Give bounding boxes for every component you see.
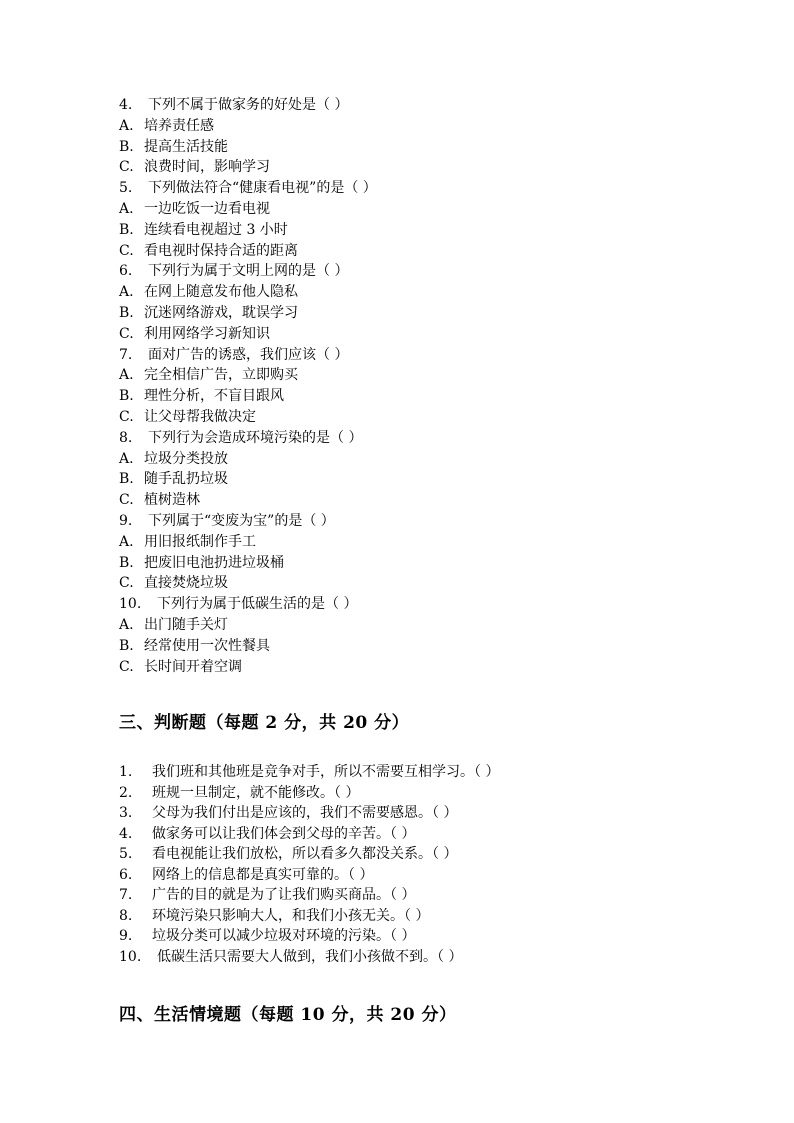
section-title: 四、生活情境题 xyxy=(119,1005,242,1025)
question-number: 9. xyxy=(119,512,133,529)
option-letter: B. xyxy=(119,471,134,488)
option-letter: A. xyxy=(119,200,134,217)
option-c xyxy=(119,490,739,511)
question-text: 下列不属于做家务的好处是（ ） xyxy=(148,97,349,113)
tf-item xyxy=(119,926,739,947)
question-number: 9. xyxy=(119,928,133,944)
question-text: 面对广告的诱惑，我们应该（ ） xyxy=(148,346,349,363)
option-b xyxy=(119,220,739,241)
question-number: 2. xyxy=(119,784,133,801)
question-number: 1. xyxy=(119,764,133,780)
option-text: 垃圾分类投放 xyxy=(144,450,228,467)
question-number: 10. xyxy=(119,596,142,613)
option-text: 让父母帮我做决定 xyxy=(144,408,256,425)
option-text: 一边吃饭一边看电视 xyxy=(144,200,270,217)
option-a xyxy=(119,532,739,553)
option-b xyxy=(119,386,739,407)
option-letter: A. xyxy=(119,616,134,633)
question-text: 下列行为会造成环境污染的是（ ） xyxy=(148,429,363,446)
option-text: 浪费时间，影响学习 xyxy=(144,159,270,176)
question-text: 垃圾分类可以减少垃圾对环境的污染。（ ） xyxy=(152,928,416,944)
option-text: 培养责任感 xyxy=(144,117,214,134)
question-number: 8. xyxy=(119,907,133,924)
question xyxy=(119,178,739,199)
option-c xyxy=(119,407,739,428)
option-text: 随手乱扔垃圾 xyxy=(144,471,228,488)
question-number: 5. xyxy=(119,180,133,197)
question-text: 环境污染只影响大人，和我们小孩无关。（ ） xyxy=(152,907,430,924)
question-number: 8. xyxy=(119,429,133,446)
question-text: 父母为我们付出是应该的，我们不需要感恩。（ ） xyxy=(152,805,458,821)
question-text: 下列行为属于文明上网的是（ ） xyxy=(148,263,349,280)
question-number: 6. xyxy=(119,866,133,883)
question xyxy=(119,95,739,116)
option-letter: C. xyxy=(119,408,134,425)
tf-item xyxy=(119,906,739,927)
option-letter: B. xyxy=(119,221,134,238)
option-letter: B. xyxy=(119,554,134,571)
option-text: 经常使用一次性餐具 xyxy=(144,637,270,654)
question-number: 7. xyxy=(119,887,133,903)
question-text: 做家务可以让我们体会到父母的辛苦。（ ） xyxy=(152,825,416,842)
question xyxy=(119,511,739,532)
tf-item xyxy=(119,762,739,783)
option-a xyxy=(119,449,739,470)
tf-item xyxy=(119,803,739,824)
question xyxy=(119,345,739,366)
question-text: 广告的目的就是为了让我们购买商品。（ ） xyxy=(152,887,416,903)
option-text: 沉迷网络游戏，耽误学习 xyxy=(144,304,298,321)
option-c xyxy=(119,157,739,178)
option-letter: B. xyxy=(119,138,134,155)
option-letter: C. xyxy=(119,242,134,259)
multiple-choice-list xyxy=(119,95,739,677)
option-letter: C. xyxy=(119,159,134,176)
option-a xyxy=(119,282,739,303)
option-a xyxy=(119,116,739,137)
option-text: 在网上随意发布他人隐私 xyxy=(144,284,298,301)
question-text: 低碳生活只需要大人做到，我们小孩做不到。（ ） xyxy=(157,948,463,965)
question xyxy=(119,428,739,449)
question-text: 下列属于“变废为宝”的是（ ） xyxy=(148,512,335,529)
option-letter: B. xyxy=(119,304,134,321)
option-a xyxy=(119,199,739,220)
question-text: 我们班和其他班是竞争对手，所以不需要互相学习。（ ） xyxy=(152,764,500,780)
section-heading-judgement xyxy=(119,708,409,733)
section-heading-scenario xyxy=(119,1000,457,1025)
tf-item xyxy=(119,824,739,845)
tf-item xyxy=(119,947,739,968)
option-c xyxy=(119,573,739,594)
option-letter: C. xyxy=(119,492,134,509)
question-number: 6. xyxy=(119,263,133,280)
option-text: 完全相信广告，立即购买 xyxy=(144,367,298,384)
question-number: 4. xyxy=(119,825,133,842)
option-c xyxy=(119,241,739,262)
option-b xyxy=(119,137,739,158)
option-letter: C. xyxy=(119,575,134,592)
option-a xyxy=(119,365,739,386)
question xyxy=(119,594,739,615)
option-letter: C. xyxy=(119,325,134,342)
option-letter: A. xyxy=(119,450,134,467)
question-number: 4. xyxy=(119,97,133,113)
option-text: 利用网络学习新知识 xyxy=(144,325,270,342)
option-text: 看电视时保持合适的距离 xyxy=(144,242,298,259)
option-letter: A. xyxy=(119,117,134,134)
option-letter: C. xyxy=(119,658,134,675)
option-text: 用旧报纸制作手工 xyxy=(144,533,256,550)
option-b xyxy=(119,636,739,657)
question-number: 5. xyxy=(119,846,133,862)
section-score: （每题 2 分，共 20 分） xyxy=(206,713,410,733)
question-text: 下列做法符合“健康看电视”的是（ ） xyxy=(148,180,377,197)
option-text: 长时间开着空调 xyxy=(144,658,242,675)
tf-item xyxy=(119,783,739,804)
question-text: 看电视能让我们放松，所以看多久都没关系。（ ） xyxy=(152,846,458,862)
option-a xyxy=(119,615,739,636)
option-text: 理性分析，不盲目跟风 xyxy=(144,388,284,405)
question-text: 下列行为属于低碳生活的是（ ） xyxy=(157,596,358,613)
option-c xyxy=(119,657,739,678)
question-text: 网络上的信息都是真实可靠的。（ ） xyxy=(152,866,374,883)
section-title: 三、判断题 xyxy=(119,713,207,733)
option-letter: A. xyxy=(119,284,134,301)
option-text: 把废旧电池扔进垃圾桶 xyxy=(144,554,284,571)
option-text: 直接焚烧垃圾 xyxy=(144,575,228,592)
option-letter: B. xyxy=(119,637,134,654)
tf-item xyxy=(119,844,739,865)
question-number: 3. xyxy=(119,805,133,821)
option-b xyxy=(119,303,739,324)
option-b xyxy=(119,469,739,490)
tf-item xyxy=(119,865,739,886)
question-number: 7. xyxy=(119,346,133,363)
option-text: 提高生活技能 xyxy=(144,138,228,155)
option-c xyxy=(119,324,739,345)
question xyxy=(119,261,739,282)
option-text: 出门随手关灯 xyxy=(144,616,228,633)
section-score: （每题 10 分，共 20 分） xyxy=(241,1005,457,1025)
option-text: 植树造林 xyxy=(144,492,200,509)
option-letter: A. xyxy=(119,367,134,384)
true-false-list xyxy=(119,762,739,967)
tf-item xyxy=(119,885,739,906)
question-text: 班规一旦制定，就不能修改。（ ） xyxy=(152,784,360,801)
option-letter: A. xyxy=(119,533,134,550)
option-letter: B. xyxy=(119,388,134,405)
option-b xyxy=(119,553,739,574)
option-text: 连续看电视超过 3 小时 xyxy=(144,221,288,238)
question-number: 10. xyxy=(119,948,142,965)
